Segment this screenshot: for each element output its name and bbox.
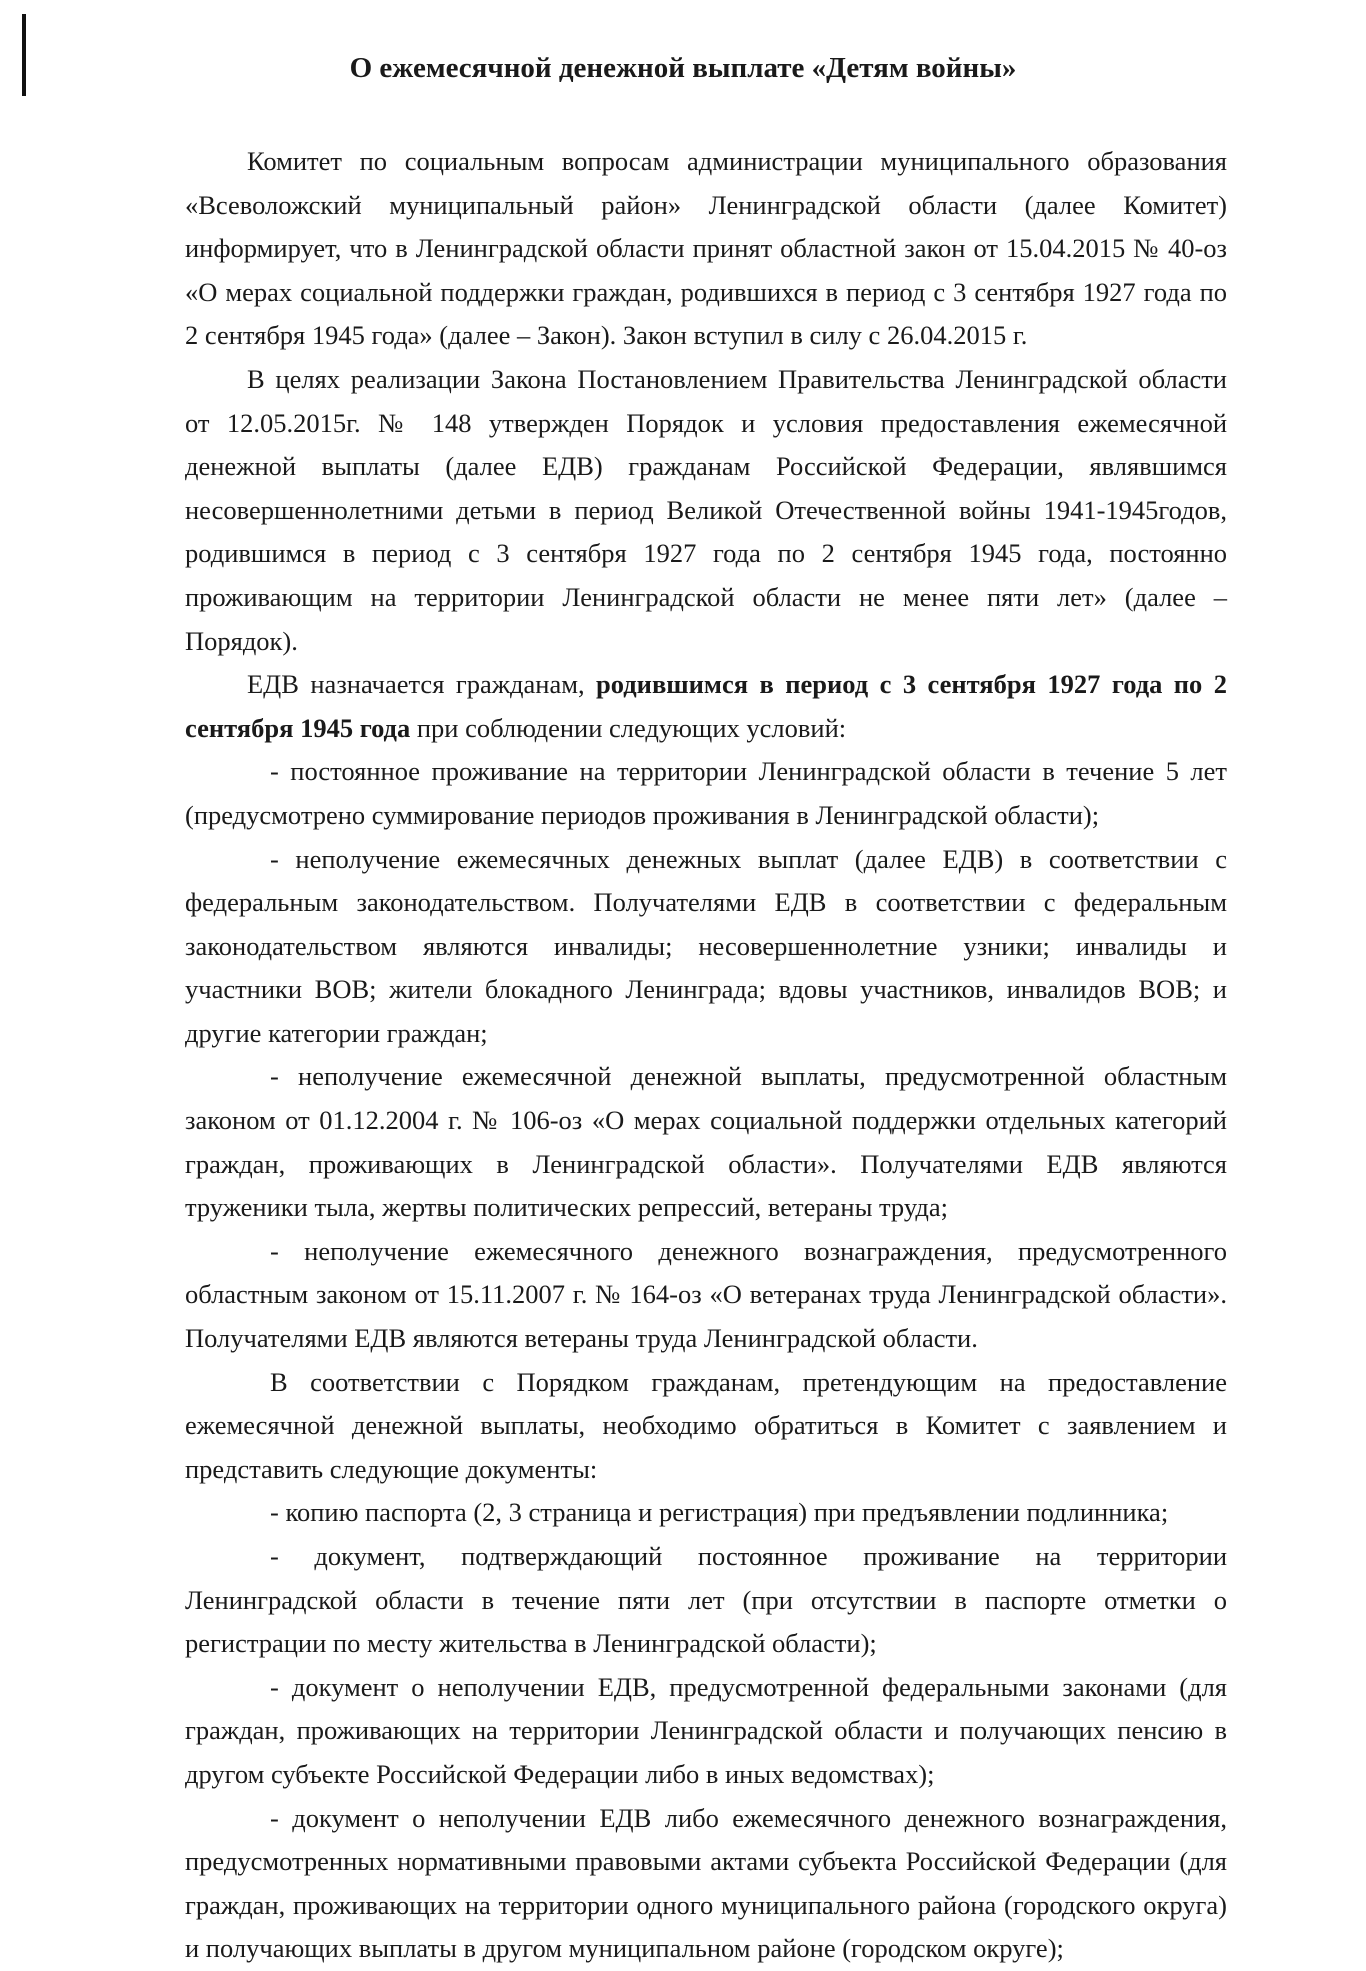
eligibility-lead: ЕДВ назначается гражданам, [247,669,597,700]
eligibility-tail: при соблюдении следующих условий: [410,712,847,743]
document-item: - документ, подтверждающий постоянное проживание на территории Ленинградской области в течение пяти лет (при отсутствии в паспорте отметки о регистрации по месту жительства в Ленинградской области); [185,1541,1227,1659]
eligibility-period: родившимся в период с 3 сентября 1927 года по 2 сентября 1945 года [185,669,1228,743]
paragraph-order: В целях реализации Закона Постановлением Правительства Ленинградской области от 12.05.2015г. № 148 утвержден Порядок и условия предоставления ежемесячной денежной выплаты (далее ЕДВ) гражданам Российской Федерации, являвшимся несовершеннолетними детьми в период Великой Отечественной войны 1941-1945годов, родившимся в период с 3 сентября 1927 года по 2 сентября 1945 года, постоянно проживающим на территории Ленинградской области не менее пяти лет» (далее – Порядок). [185,363,1227,656]
condition-item: - неполучение ежемесячных денежных выплат (далее ЕДВ) в соответствии с федеральным законодательством. Получателями ЕДВ в соответствии с федеральным законодательством являются инвалиды; несовершеннолетние узники; инвалиды и участники ВОВ; жители блокадного Ленинграда; вдовы участников, инвалидов ВОВ; и другие категории граждан; [185,843,1227,1048]
condition-item: - постоянное проживание на территории Ленинградской области в течение 5 лет (предусмотрено суммирование периодов проживания в Ленинградской области); [185,756,1227,830]
condition-item: - неполучение ежемесячного денежного вознаграждения, предусмотренного областным законом от 15.11.2007 г. № 164-оз «О ветеранах труда Ленинградской области». Получателями ЕДВ являются ветераны труда Ленинградской области. [185,1235,1227,1354]
document-item: - документ о неполучении ЕДВ, предусмотренной федеральными законами (для граждан, проживающих на территории Ленинградской области и получающих пенсию в другом субъекте Российской Федерации либо в иных ведомствах); [185,1671,1227,1789]
paragraph-documents-intro: В соответствии с Порядком гражданам, претендующим на предоставление ежемесячной денежной выплаты, необходимо обратиться в Комитет с заявлением и представить следующие документы: [185,1366,1227,1484]
condition-item: - неполучение ежемесячной денежной выплаты, предусмотренной областным законом от 01.12.2004 г. № 106-оз «О мерах социальной поддержки отдельных категорий граждан, проживающих в Ленинградской области». Получателями ЕДВ являются труженики тыла, жертвы политических репрессий, ветераны труда; [185,1061,1227,1223]
paragraph-intro: Комитет по социальным вопросам администрации муниципального образования «Всеволожский муниципальный район» Ленинградской области (далее Комитет) информирует, что в Ленинградской области принят областной закон от 15.04.2015 № 40-оз «О мерах социальной поддержки граждан, родившихся в период с 3 сентября 1927 года по 2 сентября 1945 года» (далее – Закон). Закон вступил в силу с 26.04.2015 г. [185,146,1227,351]
document-title: О ежемесячной денежной выплате «Детям войны» [349,52,1017,84]
paragraph-eligibility [185,663,1227,750]
document-item: - документ о неполучении ЕДВ либо ежемесячного денежного вознаграждения, предусмотренных нормативными правовыми актами субъекта Российской Федерации (для граждан, проживающих на территории одного муниципального района (городского округа) и получающих выплаты в другом муниципальном районе (городском округе); [185,1802,1227,1964]
document-body [185,140,1227,1971]
document-item: - копию паспорта (2, 3 страница и регистрация) при предъявлении подлинника; [270,1497,1169,1528]
